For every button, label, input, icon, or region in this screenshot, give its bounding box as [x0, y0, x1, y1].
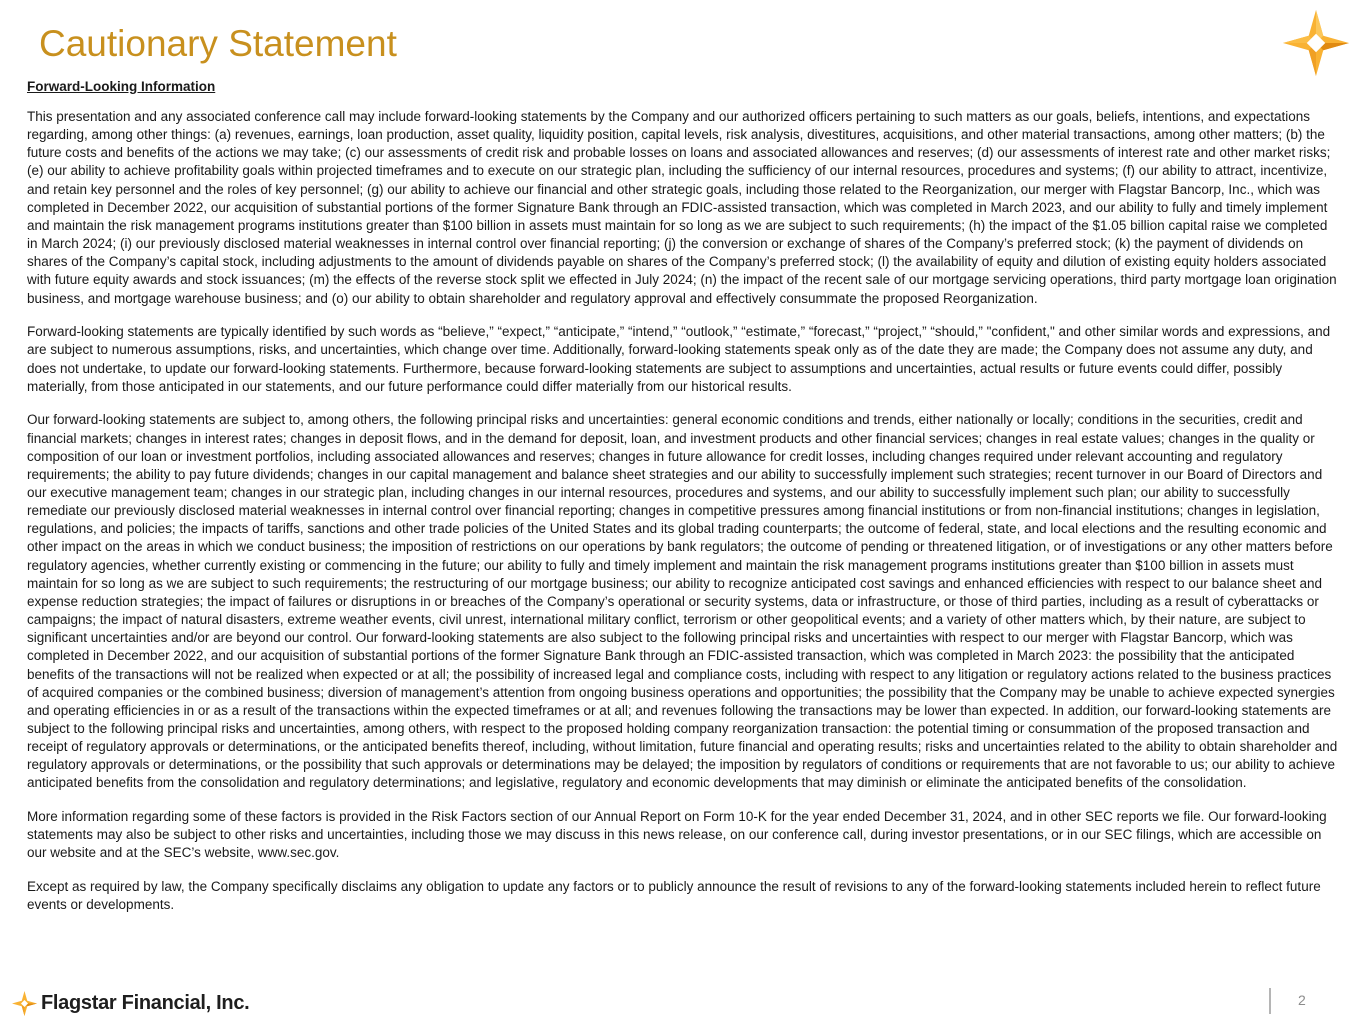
paragraph-forward-looking-overview: This presentation and any associated conference call may include forward-looking statements by the Company and our authorized officers pertaining to such matters as our goals, beliefs, intentions, and expectations regarding, among other things: (a) revenues, earnings, loan production, asset quality, liquidity position, capital levels, risk analysis, divestitures, acquisitions, and other material transactions, among other matters; (b) the future costs and benefits of the actions we may take; (c) our assessments of credit risk and probable losses on loans and associated allowances and reserves; (d) our assessments of interest rate and other market risks; (e) our ability to achieve profitability goals within projected timeframes and to execute on our strategic plan, including the sufficiency of our internal resources, procedures and systems; (f) our ability to attract, incentivize, and retain key personnel and the roles of key personnel; (g) our ability to achieve our financial and other strategic goals, including those related to the Reorganization, our merger with Flagstar Bancorp, Inc., which was completed in December 2022, our acquisition of substantial portions of the former Signature Bank through an FDIC-assisted transaction, which was completed in March 2023, and our ability to fully and timely implement and maintain the risk management programs institutions greater than $100 billion in assets must maintain for so long as we are subject to such requirements; (h) the impact of the $1.05 billion capital raise we completed in March 2024; (i) our previously disclosed material weaknesses in internal control over financial reporting; (j) the conversion or exchange of shares of the Company’s preferred stock; (k) the payment of dividends on shares of the Company’s capital stock, including adjustments to the amount of dividends payable on shares of the Company’s preferred stock; (l) the availability of equity and dilution of existing equity holders associated with future equity awards and stock issuances; (m) the effects of the reverse stock split we effected in July 2024; (n) the impact of the recent sale of our mortgage servicing operations, third party mortgage loan origination business, and mortgage warehouse business; and (o) our ability to obtain shareholder and regulatory approval and effectively consummate the proposed Reorganization. — [27, 109, 1337, 306]
page-title: Cautionary Statement — [39, 23, 397, 64]
section-heading: Forward-Looking Information — [27, 79, 216, 94]
footer-divider — [1269, 988, 1271, 1014]
flagstar-star-icon — [1283, 10, 1349, 76]
paragraph-principal-risks: Our forward-looking statements are subject to, among others, the following principal risks and uncertainties: general economic conditions and trends, either nationally or locally; conditions in the securities, credit and financial markets; changes in interest rates; changes in deposit flows, and in the demand for deposit, loan, and investment products and other financial services; changes in real estate values; changes in the quality or composition of our loan or investment portfolios, including associated allowances and reserves; changes in future allowance for credit losses, including changes required under relevant accounting and regulatory requirements; the ability to pay future dividends; changes in our capital management and balance sheet strategies and our ability to successfully implement such strategies; recent turnover in our Board of Directors and our executive management team; changes in our strategic plan, including changes in our internal resources, procedures and systems, and our ability to successfully implement such plan; our ability to successfully remediate our previously disclosed material weaknesses in internal control over financial reporting; changes in competitive pressures among financial institutions or from non-financial institutions; changes in legislation, regulations, and policies; the impacts of tariffs, sanctions and other trade policies of the United States and its global trading counterparts; the outcome of federal, state, and local elections and the resulting economic and other impact on the areas in which we conduct business; the imposition of restrictions on our operations by bank regulators; the outcome of pending or threatened litigation, or of investigations or any other matters before regulatory agencies, whether currently existing or commencing in the future; our ability to fully and timely implement and maintain the risk management programs institutions greater than $100 billion in assets must maintain for so long as we are subject to such requirements; the restructuring of our mortgage business; our ability to recognize anticipated cost savings and enhanced efficiencies with respect to our balance sheet and expense reduction strategies; the impact of failures or disruptions in or breaches of the Company’s operational or security systems, data or infrastructure, or those of third parties, including as a result of cyberattacks or campaigns; the impact of natural disasters, extreme weather events, civil unrest, international military conflict, terrorism or other geopolitical events; and a variety of other matters which, by their nature, are subject to significant uncertainties and/or are beyond our control. Our forward-looking statements are also subject to the following principal risks and uncertainties with respect to our merger with Flagstar Bancorp, which was completed in December 2022, and our acquisition of substantial portions of the former Signature Bank through an FDIC-assisted transaction, which was completed in March 2023: the possibility that the anticipated benefits of the transactions will not be realized when expected or at all; the possibility of increased legal and compliance costs, including with respect to any litigation or regulatory actions related to the business practices of acquired companies or the combined business; diversion of management’s attention from ongoing business operations and opportunities; the possibility that the Company may be unable to achieve expected synergies and operating efficiencies in or as a result of the transactions within the expected timeframes or at all; and revenues following the transactions may be lower than expected. In addition, our forward-looking statements are subject to the following principal risks and uncertainties, among others, with respect to the proposed holding company reorganization transaction: the potential timing or consummation of the proposed transaction and receipt of regulatory approvals or determinations, or the anticipated benefits thereof, including, without limitation, future financial and operating results; risks and uncertainties related to the ability to obtain shareholder and regulatory approvals or determinations, or the possibility that such approvals or determinations may be delayed; the imposition by regulators of conditions or requirements that are not favorable to us; our ability to achieve anticipated benefits from the consolidation and regulatory determinations; and legislative, regulatory and economic developments that may diminish or eliminate the anticipated benefits of the consolidation. — [27, 412, 1338, 791]
cautionary-statement-body — [27, 78, 1340, 930]
flagstar-star-icon — [12, 991, 37, 1016]
footer-logo — [12, 990, 249, 1016]
paragraph-identifying-words: Forward-looking statements are typically identified by such words as “believe,” “expect,” “anticipate,” “intend,” “outlook,” “estimate,” “forecast,” “project,” “should,” "confident," and other similar words and expressions, and are subject to numerous assumptions, risks, and uncertainties, which change over time. Additionally, forward-looking statements speak only as of the date they are made; the Company does not assume any duty, and does not undertake, to update our forward-looking statements. Furthermore, because forward-looking statements are subject to assumptions and uncertainties, actual results or future events could differ, possibly materially, from those anticipated in our statements, and our future performance could differ materially from our historical results. — [27, 324, 1331, 394]
paragraph-more-information: More information regarding some of these factors is provided in the Risk Factors section of our Annual Report on Form 10-K for the year ended December 31, 2024, and in other SEC reports we file. Our forward-looking statements may also be subject to other risks and uncertainties, including those we may discuss in this news release, on our conference call, during investor presentations, or in our SEC filings, which are accessible on our website and at the SEC’s website, www.sec.gov. — [27, 809, 1327, 861]
page-number: 2 — [1298, 992, 1306, 1008]
paragraph-disclaimer: Except as required by law, the Company specifically disclaims any obligation to update any factors or to publicly announce the result of revisions to any of the forward-looking statements included herein to reflect future events or developments. — [27, 879, 1321, 913]
company-name: Flagstar Financial, Inc. — [41, 991, 250, 1014]
